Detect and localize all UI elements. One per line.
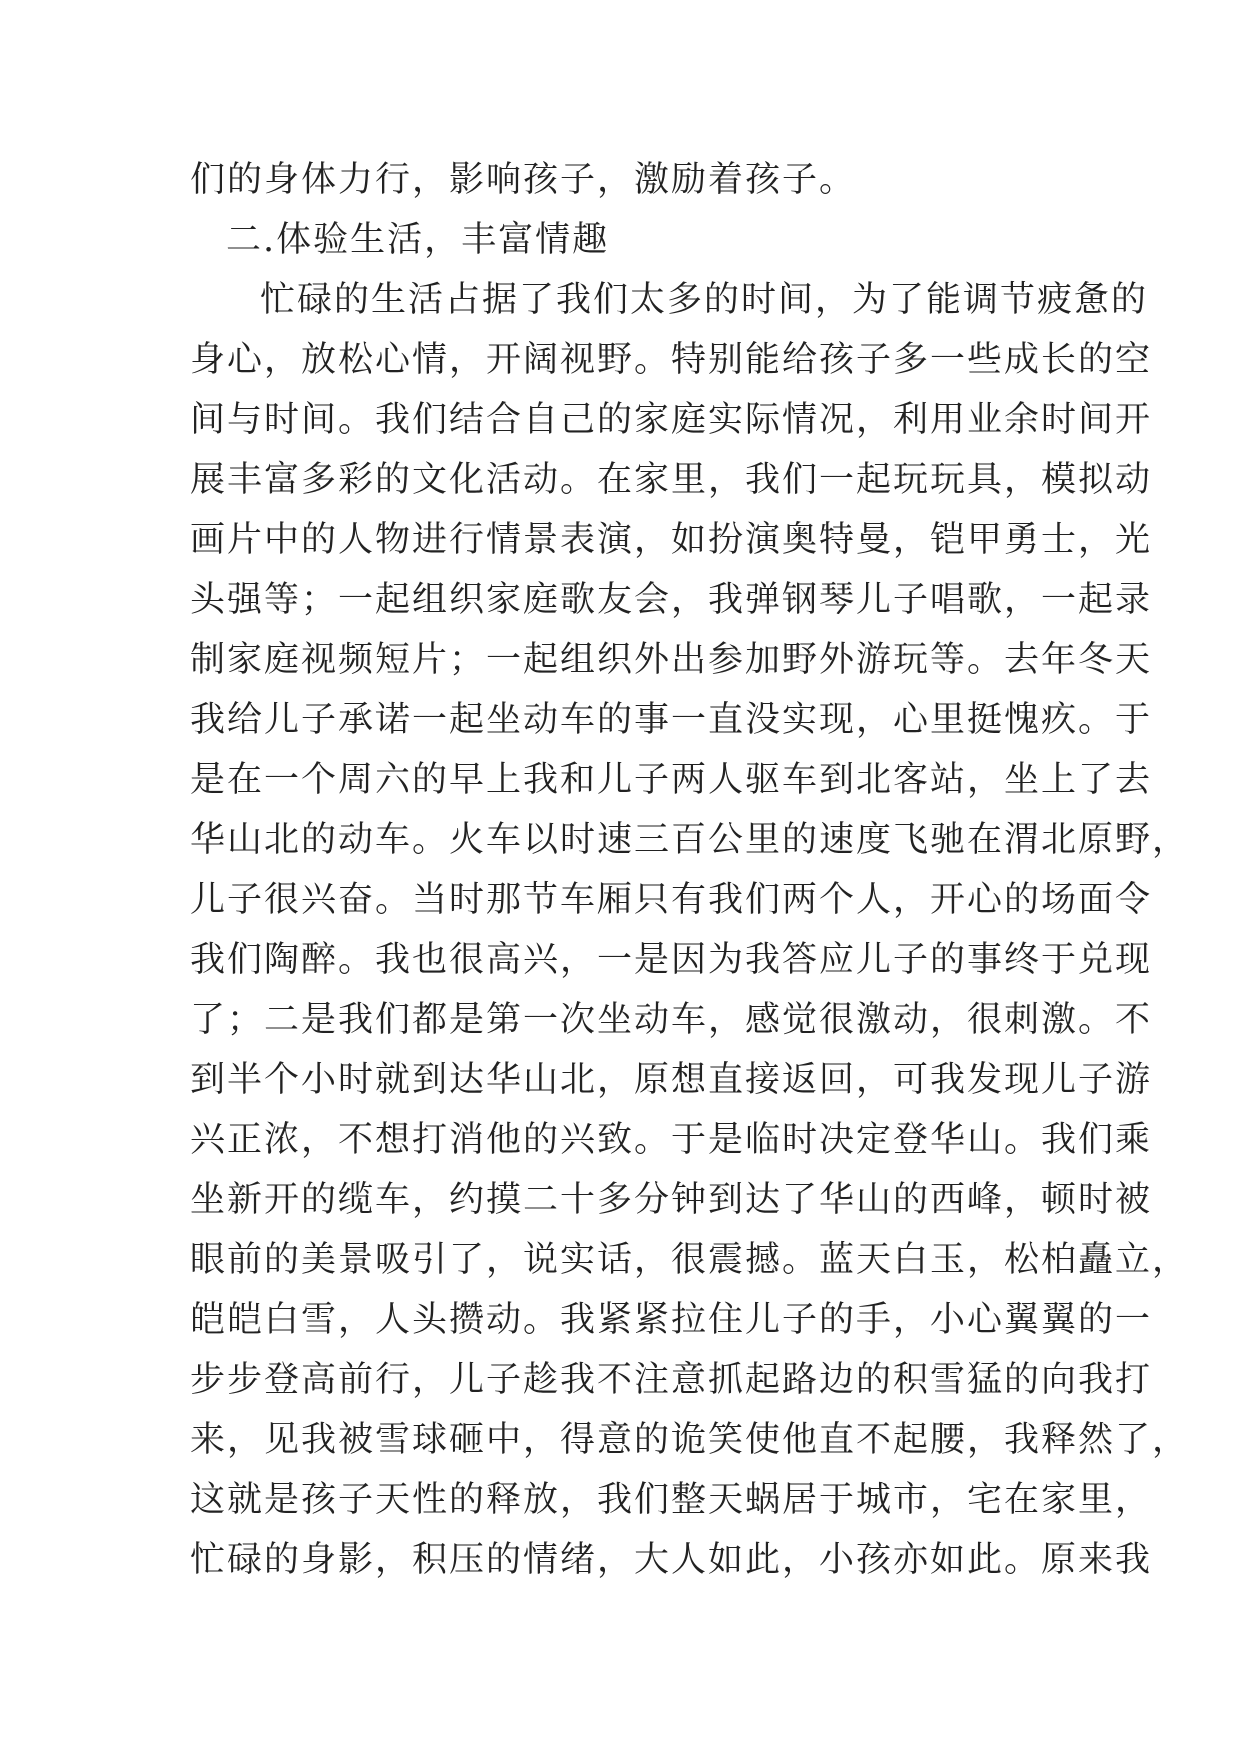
text-line: 儿子很兴奋。当时那节车厢只有我们两个人，开心的场面令 xyxy=(190,880,1153,920)
text-line: 来，见我被雪球砸中，得意的诡笑使他直不起腰，我释然了， xyxy=(190,1420,1190,1460)
section-heading: 二.体验生活，丰富情趣 xyxy=(226,220,610,260)
text-line: 皑皑白雪，人头攒动。我紧紧拉住儿子的手，小心翼翼的一 xyxy=(190,1300,1153,1340)
text-line: 我们陶醉。我也很高兴，一是因为我答应儿子的事终于兑现 xyxy=(190,940,1153,980)
text-line: 忙碌的身影，积压的情绪，大人如此，小孩亦如此。原来我 xyxy=(190,1540,1153,1580)
paragraph-first-line: 忙碌的生活占据了我们太多的时间，为了能调节疲惫的 xyxy=(260,280,1149,320)
text-line: 展丰富多彩的文化活动。在家里，我们一起玩玩具，模拟动 xyxy=(190,460,1153,500)
text-line: 身心，放松心情，开阔视野。特别能给孩子多一些成长的空 xyxy=(190,340,1153,380)
text-line: 头强等；一起组织家庭歌友会，我弹钢琴儿子唱歌，一起录 xyxy=(190,580,1153,620)
text-line: 眼前的美景吸引了，说实话，很震撼。蓝天白玉，松柏矗立， xyxy=(190,1240,1190,1280)
text-line: 到半个小时就到达华山北，原想直接返回，可我发现儿子游 xyxy=(190,1060,1153,1100)
text-line: 是在一个周六的早上我和儿子两人驱车到北客站，坐上了去 xyxy=(190,760,1153,800)
text-line: 我给儿子承诺一起坐动车的事一直没实现，心里挺愧疚。于 xyxy=(190,700,1153,740)
text-line: 这就是孩子天性的释放，我们整天蜗居于城市，宅在家里， xyxy=(190,1480,1153,1520)
text-line: 画片中的人物进行情景表演，如扮演奥特曼，铠甲勇士，光 xyxy=(190,520,1153,560)
text-line: 兴正浓，不想打消他的兴致。于是临时决定登华山。我们乘 xyxy=(190,1120,1153,1160)
text-line: 华山北的动车。火车以时速三百公里的速度飞驰在渭北原野， xyxy=(190,820,1190,860)
body-text xyxy=(190,150,1190,1590)
text-line: 间与时间。我们结合自己的家庭实际情况，利用业余时间开 xyxy=(190,400,1153,440)
text-line: 制家庭视频短片；一起组织外出参加野外游玩等。去年冬天 xyxy=(190,640,1153,680)
text-line: 了；二是我们都是第一次坐动车，感觉很激动，很刺激。不 xyxy=(190,1000,1153,1040)
text-line: 坐新开的缆车，约摸二十多分钟到达了华山的西峰，顿时被 xyxy=(190,1180,1153,1220)
text-line: 步步登高前行，儿子趁我不注意抓起路边的积雪猛的向我打 xyxy=(190,1360,1153,1400)
text-line: 们的身体力行，影响孩子，激励着孩子。 xyxy=(190,160,857,200)
